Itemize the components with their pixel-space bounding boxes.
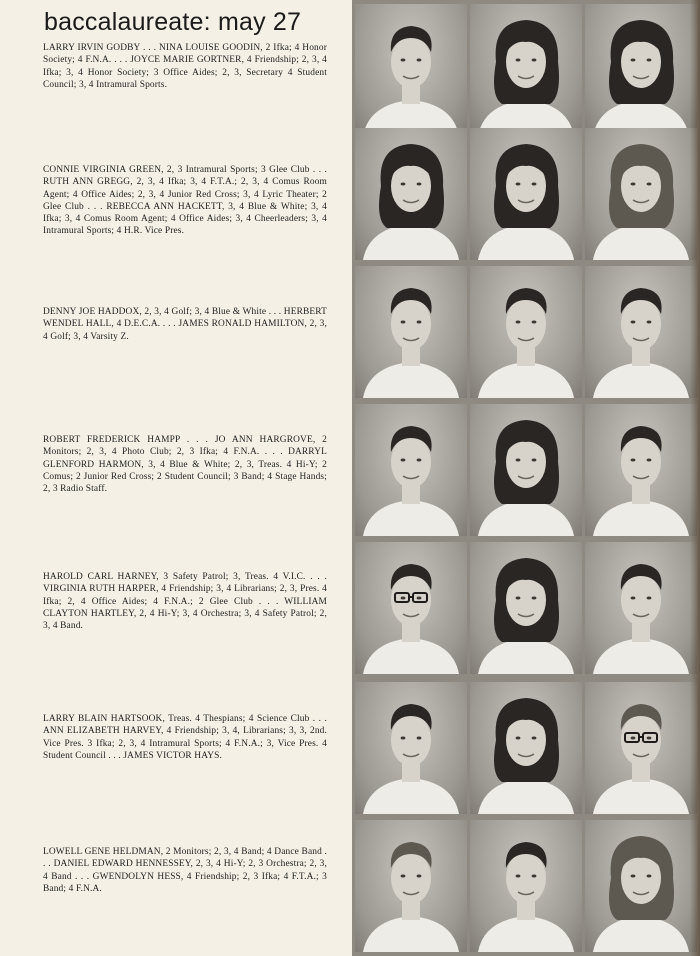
portrait-silhouette	[355, 820, 467, 952]
student-portrait	[585, 404, 697, 536]
portrait-silhouette	[585, 542, 697, 674]
portrait-silhouette	[470, 4, 582, 136]
portrait-silhouette	[585, 404, 697, 536]
portrait-silhouette	[585, 266, 697, 398]
portrait-silhouette	[355, 4, 467, 136]
student-portrait	[585, 682, 697, 814]
portrait-silhouette	[355, 542, 467, 674]
portrait-silhouette	[470, 404, 582, 536]
portrait-silhouette	[470, 820, 582, 952]
portrait-silhouette	[355, 404, 467, 536]
caption-row-5: HAROLD CARL HARNEY, 3 Safety Patrol; 3, Treas. 4 V.I.C. . . . VIRGINIA RUTH HARPER, 4 Friendship; 3, 4 Librarians; 2, 3, Pres. 4 Ifka; 2, 4 Office Aides; 4 F.N.A.; 2 Glee Club . . . WILLIAM CLAYTON HARTLEY, 2, 4 Hi-Y; 3, 4 Orchestra; 3, 4 Safety Patrol; 2, 3, 4 Band.	[43, 572, 327, 631]
student-portrait	[585, 542, 697, 674]
page-title: baccalaureate: may 27	[44, 8, 302, 36]
portrait-silhouette	[585, 128, 697, 260]
student-portrait	[470, 542, 582, 674]
portrait-silhouette	[355, 682, 467, 814]
portrait-silhouette	[470, 682, 582, 814]
caption-row-3: DENNY JOE HADDOX, 2, 3, 4 Golf; 3, 4 Blue & White . . . HERBERT WENDEL HALL, 4 D.E.C.A. . . . JAMES RONALD HAMILTON, 2, 3, 4 Golf; 3, 4 Varsity Z.	[43, 307, 327, 342]
student-portrait	[470, 128, 582, 260]
portrait-silhouette	[585, 820, 697, 952]
student-portrait	[355, 404, 467, 536]
student-portrait	[355, 682, 467, 814]
student-portrait	[355, 542, 467, 674]
student-portrait	[470, 266, 582, 398]
student-portrait	[355, 820, 467, 952]
student-portrait	[585, 128, 697, 260]
portrait-silhouette	[585, 682, 697, 814]
student-portrait	[585, 4, 697, 136]
student-portrait	[355, 4, 467, 136]
student-portrait	[355, 128, 467, 260]
student-portrait	[585, 820, 697, 952]
caption-row-2: CONNIE VIRGINIA GREEN, 2, 3 Intramural Sports; 3 Glee Club . . . RUTH ANN GREGG, 2, 3, 4 Ifka; 3, 4 F.T.A.; 2, 3, 4 Comus Room Agent; 4 Office Aides; 2, 3, 4 Junior Red Cross; 3, 4 Lyric Theater; 2 Glee Club . . . REBECCA ANN HACKETT, 3, 4 Blue & White; 3, 4 Ifka; 3, 4 Comus Room Agent; 4 Office Aides; 3, 4 Cheerleaders; 3, 4 Intramural Sports; 4 H.R. Vice Pres.	[43, 165, 327, 236]
portrait-silhouette	[585, 4, 697, 136]
student-portrait	[470, 404, 582, 536]
student-portrait	[585, 266, 697, 398]
portrait-grid	[352, 0, 700, 956]
page-edge-shadow	[690, 0, 700, 956]
student-portrait	[355, 266, 467, 398]
student-portrait	[470, 682, 582, 814]
student-portrait	[470, 820, 582, 952]
student-portrait	[470, 4, 582, 136]
portrait-silhouette	[470, 128, 582, 260]
portrait-silhouette	[355, 128, 467, 260]
portrait-silhouette	[355, 266, 467, 398]
caption-row-4: ROBERT FREDERICK HAMPP . . . JO ANN HARGROVE, 2 Monitors; 2, 3, 4 Photo Club; 2, 3 Ifka; 4 F.N.A. . . . DARRYL GLENFORD HARMON, 3, 4 Blue & White; 2, 3, Treas. 4 Hi-Y; 2 Comus; 2 Junior Red Cross; 2 Student Council; 3 Band; 4 Stage Hands; 2, 3 Radio Staff.	[43, 435, 327, 494]
portrait-silhouette	[470, 266, 582, 398]
caption-row-1: LARRY IRVIN GODBY . . . NINA LOUISE GOODIN, 2 Ifka; 4 Honor Society; 4 F.N.A. . . . JOYCE MARIE GORTNER, 4 Friendship; 2, 3, 4 Ifka; 3, 4 Honor Society; 3 Office Aides; 2, 3, Secretary 4 Student Council; 3, 4 Intramural Sports.	[43, 43, 327, 90]
portrait-silhouette	[470, 542, 582, 674]
caption-row-7: LOWELL GENE HELDMAN, 2 Monitors; 2, 3, 4 Band; 4 Dance Band . . . DANIEL EDWARD HENNESSEY, 2, 3, 4 Hi-Y; 2, 3 Orchestra; 2, 3, 4 Band . . . GWENDOLYN HESS, 4 Friendship; 2, 3 Ifka; 4 F.T.A.; 3 Band; 4 F.N.A.	[43, 847, 327, 894]
caption-row-6: LARRY BLAIN HARTSOOK, Treas. 4 Thespians; 4 Science Club . . . ANN ELIZABETH HARVEY, 4 Friendship; 3, 4, Librarians; 3, 3, 2nd. Vice Pres. 3 Ifka; 2, 3, 4 Intramural Sports; 4 F.N.A.; 3, Vice Pres. 4 Student Council . . . JAMES VICTOR HAYS.	[43, 714, 327, 761]
